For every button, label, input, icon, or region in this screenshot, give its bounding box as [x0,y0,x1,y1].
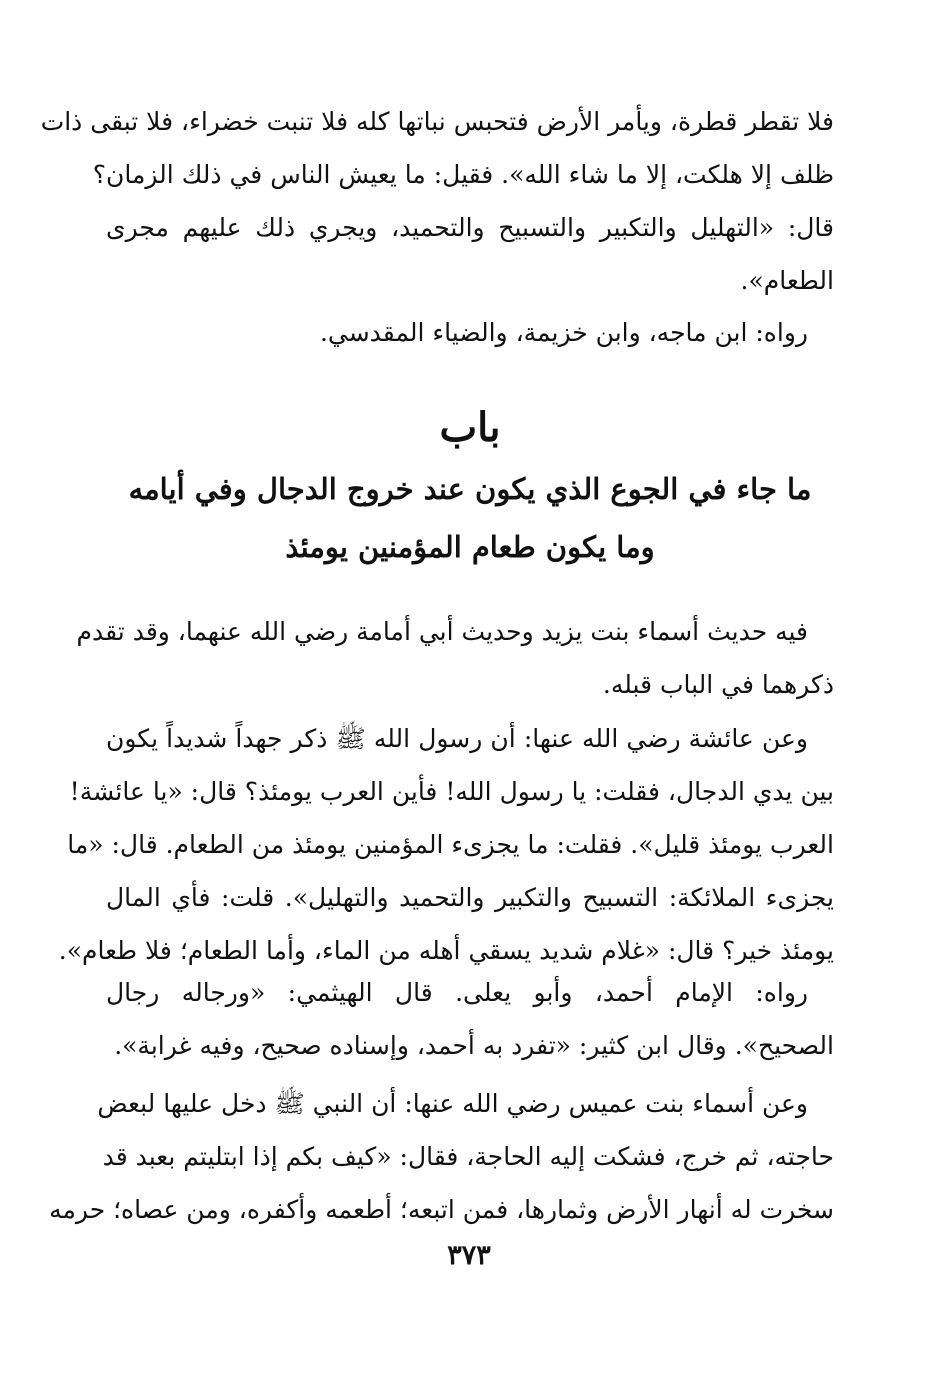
chapter-heading: باب [439,404,501,451]
text-line: رواه: الإمام أحمد، وأبو يعلى. قال الهيثمي: «ورجاله رجال [106,978,808,1007]
chapter-title-line: ما جاء في الجوع الذي يكون عند خروج الدجال وفي أيامه [128,472,812,506]
text-line: فيه حديث أسماء بنت يزيد وحديث أبي أمامة رضي الله عنهما، وقد تقدم [76,617,808,646]
paragraph-aisha-hadith [58,712,834,977]
continuation-paragraph [40,95,834,307]
paragraph-intro [76,605,834,711]
paragraph-asma-hadith [49,1077,834,1236]
text-line: وعن عائشة رضي الله عنها: أن رسول الله ﷺ ذكر جهداً شديداً يكون [106,724,808,753]
text-line: بين يدي الدجال، فقلت: يا رسول الله! فأين العرب يومئذ؟ قال: «يا عائشة! [69,777,834,806]
page-number: ٣٧٣ [447,1240,491,1271]
text-line: ظلف إلا هلكت، إلا ما شاء الله». فقيل: ما يعيش الناس في ذلك الزمان؟ [92,160,834,189]
text-line: قال: «التهليل والتكبير والتسبيح والتحميد، ويجري ذلك عليهم مجرى [106,213,834,242]
text-line: حاجته، ثم خرج، فشكت إليه الحاجة، فقال: «كيف بكم إذا ابتليتم بعبد قد [102,1142,834,1171]
text-line: يومئذ خير؟ قال: «غلام شديد يسقي أهله من الماء، وأما الطعام؛ فلا طعام». [58,936,834,965]
citation-text: رواه: ابن ماجه، وابن خزيمة، والضياء المقدسي. [319,318,808,347]
text-line: يجزىء الملائكة: التسبيح والتكبير والتحميد والتهليل». قلت: فأي المال [106,883,834,912]
text-line: الطعام». [740,266,834,295]
text-line: فلا تقطر قطرة، ويأمر الأرض فتحبس نباتها كله فلا تنبت خضراء، فلا تبقى ذات [40,107,834,136]
chapter-title [106,460,834,576]
chapter-title-line: وما يكون طعام المؤمنين يومئذ [285,530,655,564]
paragraph-narration-source [106,966,834,1072]
text-line: سخرت له أنهار الأرض وثمارها، فمن اتبعه؛ أطعمه وأكفره، ومن عصاه؛ حرمه [49,1195,834,1224]
source-citation [106,306,834,359]
text-line: وعن أسماء بنت عميس رضي الله عنها: أن النبي ﷺ دخل عليها لبعض [97,1089,808,1118]
text-line: ذكرهما في الباب قبله. [602,670,834,699]
text-line: العرب يومئذ قليل». فقلت: ما يجزىء المؤمنين يومئذ من الطعام. قال: «ما [67,830,834,859]
text-line: الصحيح». وقال ابن كثير: «تفرد به أحمد، وإسناده صحيح، وفيه غرابة». [114,1031,834,1060]
